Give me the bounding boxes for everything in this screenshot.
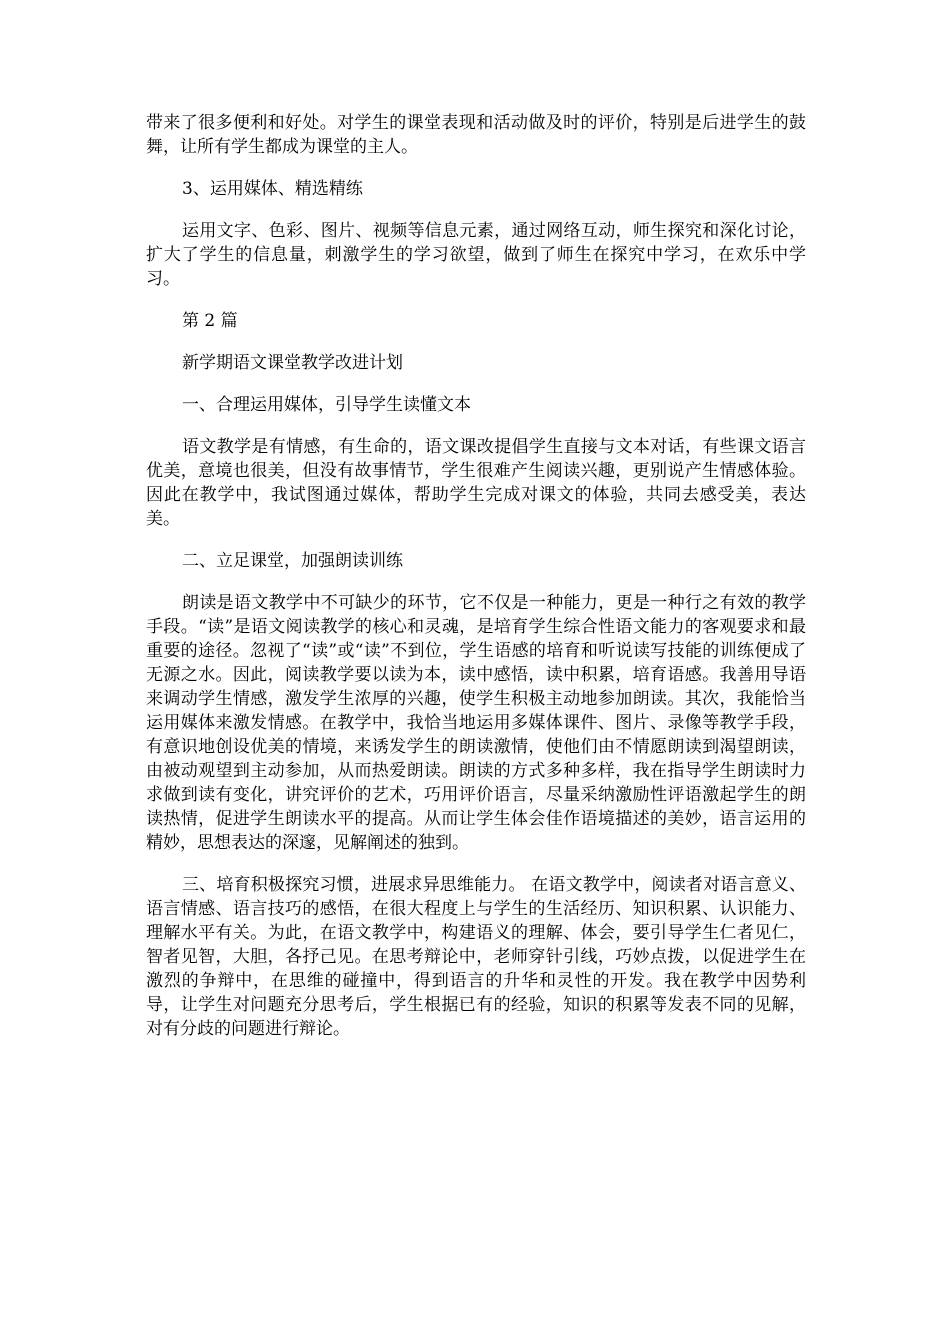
heading-section-2: 二、立足课堂，加强朗读训练 (182, 551, 403, 571)
paragraph-media-practice: 运用文字、色彩、图片、视频等信息元素，通过网络互动，师生探究和深化讨论，扩大了学生的信息量，刺激学生的学习欲望，做到了师生在探究中学习，在欢乐中学习。 (146, 221, 806, 289)
paragraph-section-1: 语文教学是有情感，有生命的，语文课改提倡学生直接与文本对话，有些课文语言优美，意境也很美，但没有故事情节，学生很难产生阅读兴趣，更别说产生情感体验。因此在教学中，我试图通过媒体，帮助学生完成对课文的体验，共同去感受美，表达美。 (146, 437, 806, 529)
document-title: 新学期语文课堂教学改进计划 (182, 353, 403, 373)
paragraph-section-2: 朗读是语文教学中不可缺少的环节，它不仅是一种能力，更是一种行之有效的教学手段。“读”是语文阅读教学的核心和灵魂，是培育学生综合性语文能力的客观要求和最重要的途径。忽视了“读”或“读”不到位，学生语感的培育和听说读写技能的训练便成了无源之水。因此，阅读教学要以读为本，读中感悟，读中积累，培育语感。我善用导语来调动学生情感，激发学生浓厚的兴趣，使学生积极主动地参加朗读。其次，我能恰当运用媒体来激发情感。在教学中，我恰当地运用多媒体课件、图片、录像等教学手段，有意识地创设优美的情境，来诱发学生的朗读激情，使他们由不情愿朗读到渴望朗读，由被动观望到主动参加，从而热爱朗读。朗读的方式多种多样，我在指导学生朗读时力求做到读有变化，讲究评价的艺术，巧用评价语言，尽量采纳激励性评语激起学生的朗读热情，促进学生朗读水平的提高。从而让学生体会佳作语境描述的美妙，语言运用的精妙，思想表达的深邃，见解阐述的独到。 (146, 593, 806, 853)
paragraph-continuation: 带来了很多便利和好处。对学生的课堂表现和活动做及时的评价，特别是后进学生的鼓舞，让所有学生都成为课堂的主人。 (146, 113, 806, 157)
section-number: 第 2 篇 (182, 311, 238, 331)
paragraph-section-3: 三、培育积极探究习惯，进展求异思维能力。 在语文教学中，阅读者对语言意义、语言情感、语言技巧的感悟，在很大程度上与学生的生活经历、知识积累、认识能力、理解水平有关。为此，在语文教学中，构建语义的理解、体会，要引导学生仁者见仁，智者见智，大胆，各抒己见。在思考辩论中，老师穿针引线，巧妙点拨，以促进学生在激烈的争辩中，在思维的碰撞中，得到语言的升华和灵性的开发。我在教学中因势利导，让学生对问题充分思考后，学生根据已有的经验，知识的积累等发表不同的见解，对有分歧的问题进行辩论。 (146, 875, 806, 1039)
heading-section-1: 一、合理运用媒体，引导学生读懂文本 (182, 395, 471, 415)
document-body (146, 111, 806, 1059)
subheading-media-practice: 3、运用媒体、精选精练 (182, 179, 363, 199)
